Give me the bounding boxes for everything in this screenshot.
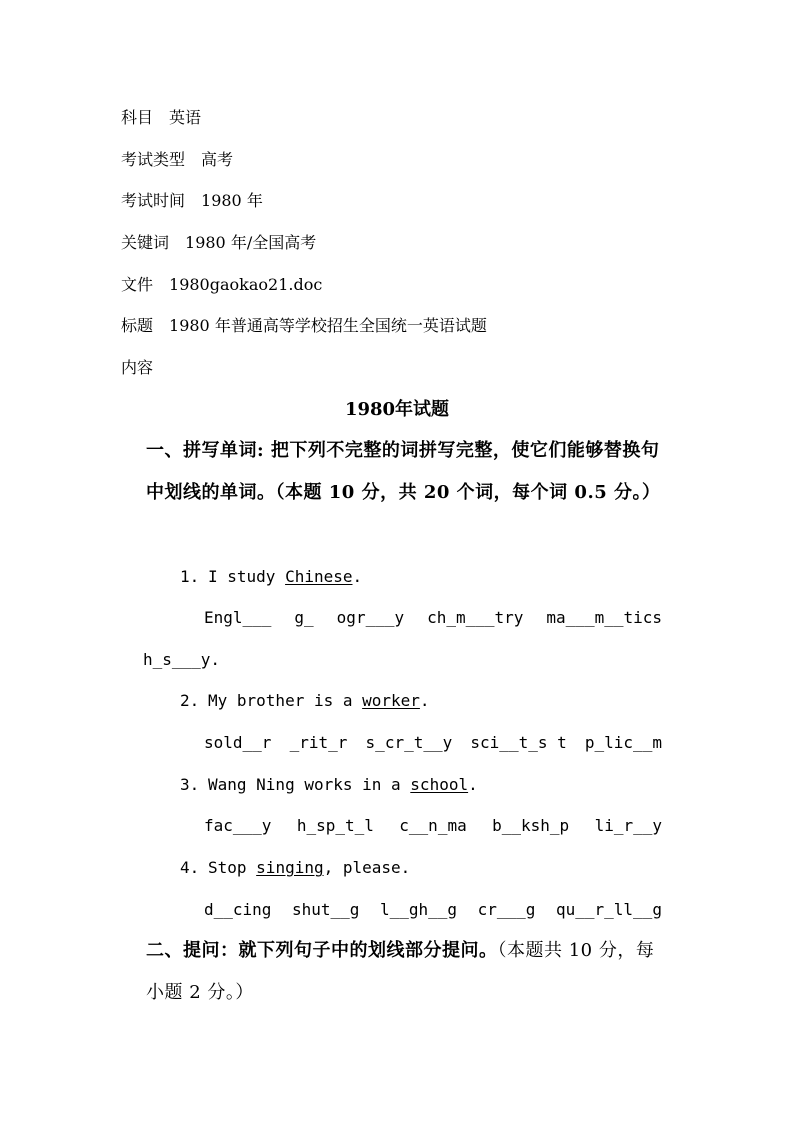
option: fac___y xyxy=(204,816,272,835)
meta-key: 文件 xyxy=(121,275,154,294)
underlined-word: worker xyxy=(362,691,420,710)
option: h_sp_t_l xyxy=(296,816,374,835)
option: c__n_ma xyxy=(399,816,467,835)
option: g_ xyxy=(294,608,314,627)
meta-exam-time xyxy=(121,191,263,211)
option: shut__g xyxy=(292,900,360,919)
option: l__gh__g xyxy=(380,900,458,919)
question-number: 4. xyxy=(180,858,200,877)
meta-value: 高考 xyxy=(201,150,234,169)
option: li_r__y xyxy=(594,816,662,835)
option: ogr___y xyxy=(336,608,405,627)
question-1 xyxy=(180,566,362,588)
meta-subject xyxy=(121,108,201,128)
meta-file xyxy=(121,275,322,295)
question-number: 2. xyxy=(180,691,200,710)
meta-key: 关键词 xyxy=(121,233,170,252)
question-3 xyxy=(180,774,478,796)
underlined-word: singing xyxy=(256,858,324,877)
question-2-options xyxy=(204,732,662,754)
question-text-end: , please. xyxy=(323,858,411,877)
option: sci__t_s t xyxy=(470,733,567,752)
option: Engl___ xyxy=(204,608,272,627)
meta-value: 英语 xyxy=(169,108,202,127)
option: _rit_r xyxy=(289,733,348,752)
meta-value: 1980 年 xyxy=(201,191,263,210)
option: d__cing xyxy=(204,900,272,919)
option: ma___m__tics xyxy=(546,608,662,627)
question-text-end: . xyxy=(419,691,430,710)
meta-key: 标题 xyxy=(121,316,154,335)
question-3-options xyxy=(204,815,662,837)
question-text-end: . xyxy=(468,775,478,794)
section-2-note: （本题共 10 分，每小题 2 分。） xyxy=(146,940,655,1003)
option: qu__r_ll__g xyxy=(555,900,662,919)
option: p_lic__m xyxy=(584,733,662,752)
meta-value: 1980 年普通高等学校招生全国统一英语试题 xyxy=(169,316,487,335)
option: h_s___y. xyxy=(143,650,221,669)
meta-exam-type xyxy=(121,150,233,170)
section-2-instructions xyxy=(146,930,664,1014)
meta-value: 1980gaokao21.doc xyxy=(169,275,323,294)
page-title: 1980年试题 xyxy=(344,399,450,420)
question-number: 3. xyxy=(180,775,200,794)
meta-content xyxy=(121,358,169,378)
meta-key: 内容 xyxy=(121,358,154,377)
question-text: Wang Ning works in a xyxy=(208,775,411,794)
question-number: 1. xyxy=(180,567,200,586)
question-4 xyxy=(180,857,410,879)
meta-key: 科目 xyxy=(121,108,154,127)
question-2 xyxy=(180,690,430,712)
option: sold__r xyxy=(204,733,272,752)
question-text-end: . xyxy=(352,567,363,586)
section-1-instructions: 一、拼写单词: 把下列不完整的词拼写完整，使它们能够替换句中划线的单词。（本题 10 分，共 20 个词，每个词 0.5 分。） xyxy=(146,440,661,503)
meta-title xyxy=(121,316,487,336)
section-2-heading: 二、提问：就下列句子中的划线部分提问。 xyxy=(146,940,498,961)
question-text: I study xyxy=(208,567,286,586)
question-text: My brother is a xyxy=(208,691,363,710)
meta-key: 考试时间 xyxy=(121,191,186,210)
option: cr___g xyxy=(477,900,536,919)
question-4-options xyxy=(204,899,662,921)
meta-keywords xyxy=(121,233,316,253)
option: b__ksh_p xyxy=(492,816,570,835)
meta-key: 考试类型 xyxy=(121,150,186,169)
question-1-options xyxy=(204,607,662,629)
option: s_cr_t__y xyxy=(365,733,453,752)
underlined-word: school xyxy=(410,775,469,794)
underlined-word: Chinese xyxy=(285,567,353,586)
question-text: Stop xyxy=(208,858,257,877)
meta-value: 1980 年/全国高考 xyxy=(185,233,317,252)
option: ch_m___try xyxy=(427,608,524,627)
